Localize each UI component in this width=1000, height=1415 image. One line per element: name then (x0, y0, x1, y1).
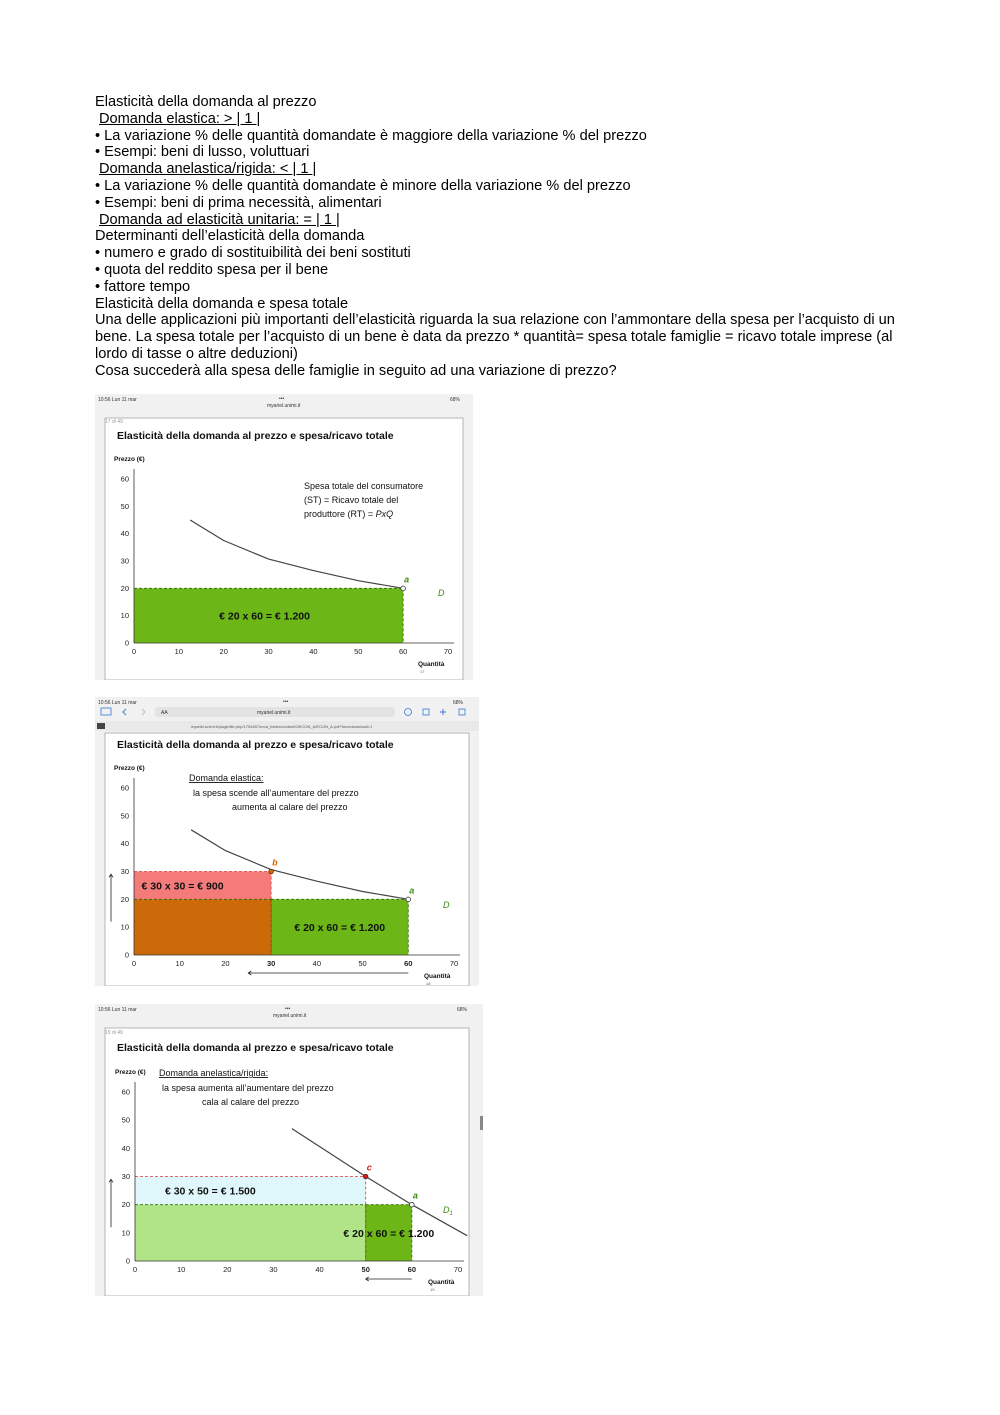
battery-label: 68% (450, 397, 461, 403)
y-tick-label: 10 (121, 1228, 130, 1238)
note-line: la spesa aumenta all’aumentare del prezzo (162, 1083, 334, 1093)
slide-number: 19 (430, 1287, 435, 1292)
status-dots: ••• (285, 1006, 291, 1012)
text-line: • Esempi: beni di lusso, voluttuari (95, 144, 310, 161)
y-tick-label: 60 (120, 783, 129, 793)
y-tick-label: 0 (124, 950, 129, 960)
point-label: a (404, 574, 410, 585)
point-a (406, 897, 411, 902)
status-time: 10:56 Lun 11 mar (98, 1007, 137, 1013)
point-a (410, 1202, 415, 1207)
text-line: Elasticità della domanda al prezzo (95, 94, 317, 110)
x-tick-label: 50 (354, 647, 363, 656)
x-tick-label: 10 (174, 647, 184, 656)
status-time: 10:56 Lun 11 mar (98, 700, 137, 706)
note-line: aumenta al calare del prezzo (232, 802, 348, 812)
aa-button[interactable]: AA (161, 710, 168, 716)
slide-number: 17 (420, 669, 425, 674)
status-time: 10:56 Lun 11 mar (98, 397, 137, 403)
note-line: (ST) = Ricavo totale del (304, 495, 399, 505)
text-line: Determinanti dell’elasticità della domanda (95, 228, 365, 245)
note-heading: Domanda elastica: (189, 773, 264, 783)
demand-curve-label: D (443, 900, 450, 910)
y-tick-label: 30 (120, 867, 129, 876)
page-indicator: 19 di 49 (105, 1030, 123, 1036)
y-axis-label: Prezzo (€) (114, 456, 145, 463)
x-tick-label: 60 (407, 1265, 417, 1274)
point-c (363, 1174, 368, 1179)
slide-screenshot-1 (95, 394, 473, 680)
note-italic: PxQ (375, 509, 394, 519)
text-line: Una delle applicazioni più importanti dell’elasticità riguarda la sua relazione con l’ammontare della spesa per l’acquisto di un bene. La spesa totale per l’acquisto di un bene è data da prezzo * quantità= spesa totale famiglie = ricavo totale imprese (al lordo di tasse o altre deduzioni) (95, 312, 895, 362)
rectangle-label: € 20 x 60 = € 1.200 (343, 1227, 435, 1240)
point-label: b (272, 857, 278, 868)
note-line: produttore (RT) = PxQ (304, 509, 394, 519)
x-tick-label: 30 (266, 959, 276, 968)
url-label: myariel.unimi.it (267, 403, 301, 409)
point-label: c (366, 1162, 372, 1173)
slide-screenshot-3 (95, 1004, 483, 1296)
status-dots: ••• (279, 396, 285, 402)
note-heading: Domanda anelastica/rigida: (159, 1068, 269, 1078)
y-tick-label: 10 (120, 611, 129, 621)
y-tick-label: 50 (120, 811, 129, 821)
battery-label: 68% (457, 1007, 468, 1013)
y-tick-label: 40 (121, 1143, 130, 1153)
x-tick-label: 10 (175, 959, 184, 968)
url-label: myariel.unimi.it (273, 1013, 307, 1019)
x-tick-label: 20 (221, 959, 230, 968)
x-tick-label: 20 (219, 647, 228, 656)
y-tick-label: 0 (125, 1256, 130, 1266)
text-line: • Esempi: beni di prima necessità, alimentari (95, 194, 382, 211)
x-tick-label: 30 (269, 1265, 278, 1274)
y-axis-label: Prezzo (€) (114, 765, 145, 772)
y-tick-label: 60 (121, 1087, 130, 1097)
x-tick-label: 70 (449, 959, 459, 968)
x-tick-label: 10 (176, 1265, 186, 1274)
rectangle-label: € 30 x 30 = € 900 (141, 880, 224, 893)
point-label: a (409, 885, 415, 896)
section-heading: Domanda anelastica/rigida: < | 1 | (99, 161, 317, 178)
y-tick-label: 50 (120, 501, 129, 511)
full-url: myariel.unimi.it/pluginfile.php/1794457/mod_folder/content/0/ECON_A/ECON_A.pdf?forcedownload=1 (191, 724, 373, 729)
spending-rectangle-1 (135, 1205, 366, 1261)
y-tick-label: 60 (120, 474, 129, 484)
section-heading: Domanda ad elasticità unitaria: = | 1 | (99, 211, 340, 228)
y-tick-label: 10 (120, 922, 129, 932)
chart-3 (95, 1004, 483, 1296)
chart-title: Elasticità della domanda al prezzo e spesa/ricavo totale (117, 739, 394, 751)
y-tick-label: 30 (120, 556, 129, 566)
x-axis-label: Quantità (428, 1279, 455, 1286)
chart-1 (95, 394, 473, 680)
y-tick-label: 20 (120, 583, 129, 593)
menu-icon[interactable] (97, 723, 105, 729)
demand-curve-subscript: 1 (449, 1211, 453, 1217)
point-a (401, 586, 406, 591)
rectangle-label: € 20 x 60 = € 1.200 (219, 610, 310, 623)
x-tick-label: 40 (315, 1265, 324, 1274)
x-tick-label: 50 (358, 959, 367, 968)
text-line: • La variazione % delle quantità domandate è minore della variazione % del prezzo (95, 177, 631, 194)
chart-title: Elasticità della domanda al prezzo e spesa/ricavo totale (117, 1042, 394, 1054)
y-tick-label: 40 (120, 839, 129, 849)
battery-label: 68% (453, 700, 464, 706)
status-dots: ••• (283, 699, 289, 705)
text-line: • quota del reddito spesa per il bene (95, 261, 329, 278)
spending-rectangle-1 (134, 899, 271, 955)
y-tick-label: 40 (120, 529, 129, 539)
document-text (95, 94, 915, 380)
y-axis-label: Prezzo (€) (115, 1069, 146, 1076)
scrollbar[interactable] (480, 1116, 483, 1130)
x-tick-label: 0 (132, 1265, 138, 1274)
rectangle-label: € 30 x 50 = € 1.500 (164, 1185, 256, 1198)
x-tick-label: 50 (361, 1265, 370, 1274)
x-axis-label: Quantità (418, 661, 445, 668)
x-axis-label: Quantità (424, 973, 451, 980)
section-heading: Domanda elastica: > | 1 | (99, 110, 261, 127)
x-tick-label: 0 (131, 647, 137, 656)
point-label: a (412, 1190, 418, 1201)
y-tick-label: 20 (121, 1200, 130, 1210)
x-tick-label: 0 (131, 959, 137, 968)
text-line: Cosa succederà alla spesa delle famiglie in seguito ad una variazione di prezzo? (95, 362, 617, 379)
text-line: • fattore tempo (95, 278, 191, 295)
note-line: Spesa totale del consumatore (304, 481, 424, 491)
y-tick-label: 30 (121, 1172, 130, 1181)
slide-screenshot-2 (95, 697, 479, 986)
address-text: myariel.unimi.it (257, 710, 291, 716)
demand-curve-label: $D_1$ (443, 1205, 453, 1217)
y-tick-label: 20 (120, 894, 129, 904)
y-tick-label: 50 (121, 1115, 130, 1125)
x-tick-label: 40 (309, 647, 318, 656)
x-tick-label: 40 (312, 959, 322, 968)
chart-2 (95, 697, 479, 986)
x-tick-label: 60 (398, 647, 408, 656)
text-line: • La variazione % delle quantità domandate è maggiore della variazione % del prezzo (95, 127, 647, 144)
chart-title: Elasticità della domanda al prezzo e spesa/ricavo totale (117, 430, 394, 442)
page-indicator: 17 di 49 (105, 419, 123, 425)
text-line: Elasticità della domanda e spesa totale (95, 295, 349, 312)
x-tick-label: 70 (453, 1265, 463, 1274)
text-line: • numero e grado di sostituibilità dei beni sostituti (95, 245, 411, 262)
note-line: cala al calare del prezzo (202, 1097, 300, 1107)
x-tick-label: 70 (443, 647, 453, 656)
point-b (269, 869, 274, 874)
x-tick-label: 60 (404, 959, 413, 968)
slide-number: 18 (426, 981, 431, 986)
x-tick-label: 20 (223, 1265, 232, 1274)
x-tick-label: 30 (264, 647, 273, 656)
rectangle-label: € 20 x 60 = € 1.200 (294, 922, 386, 935)
y-tick-label: 0 (124, 638, 129, 648)
demand-curve-label: D (438, 588, 445, 598)
note-line: la spesa scende all’aumentare del prezzo (193, 788, 359, 798)
